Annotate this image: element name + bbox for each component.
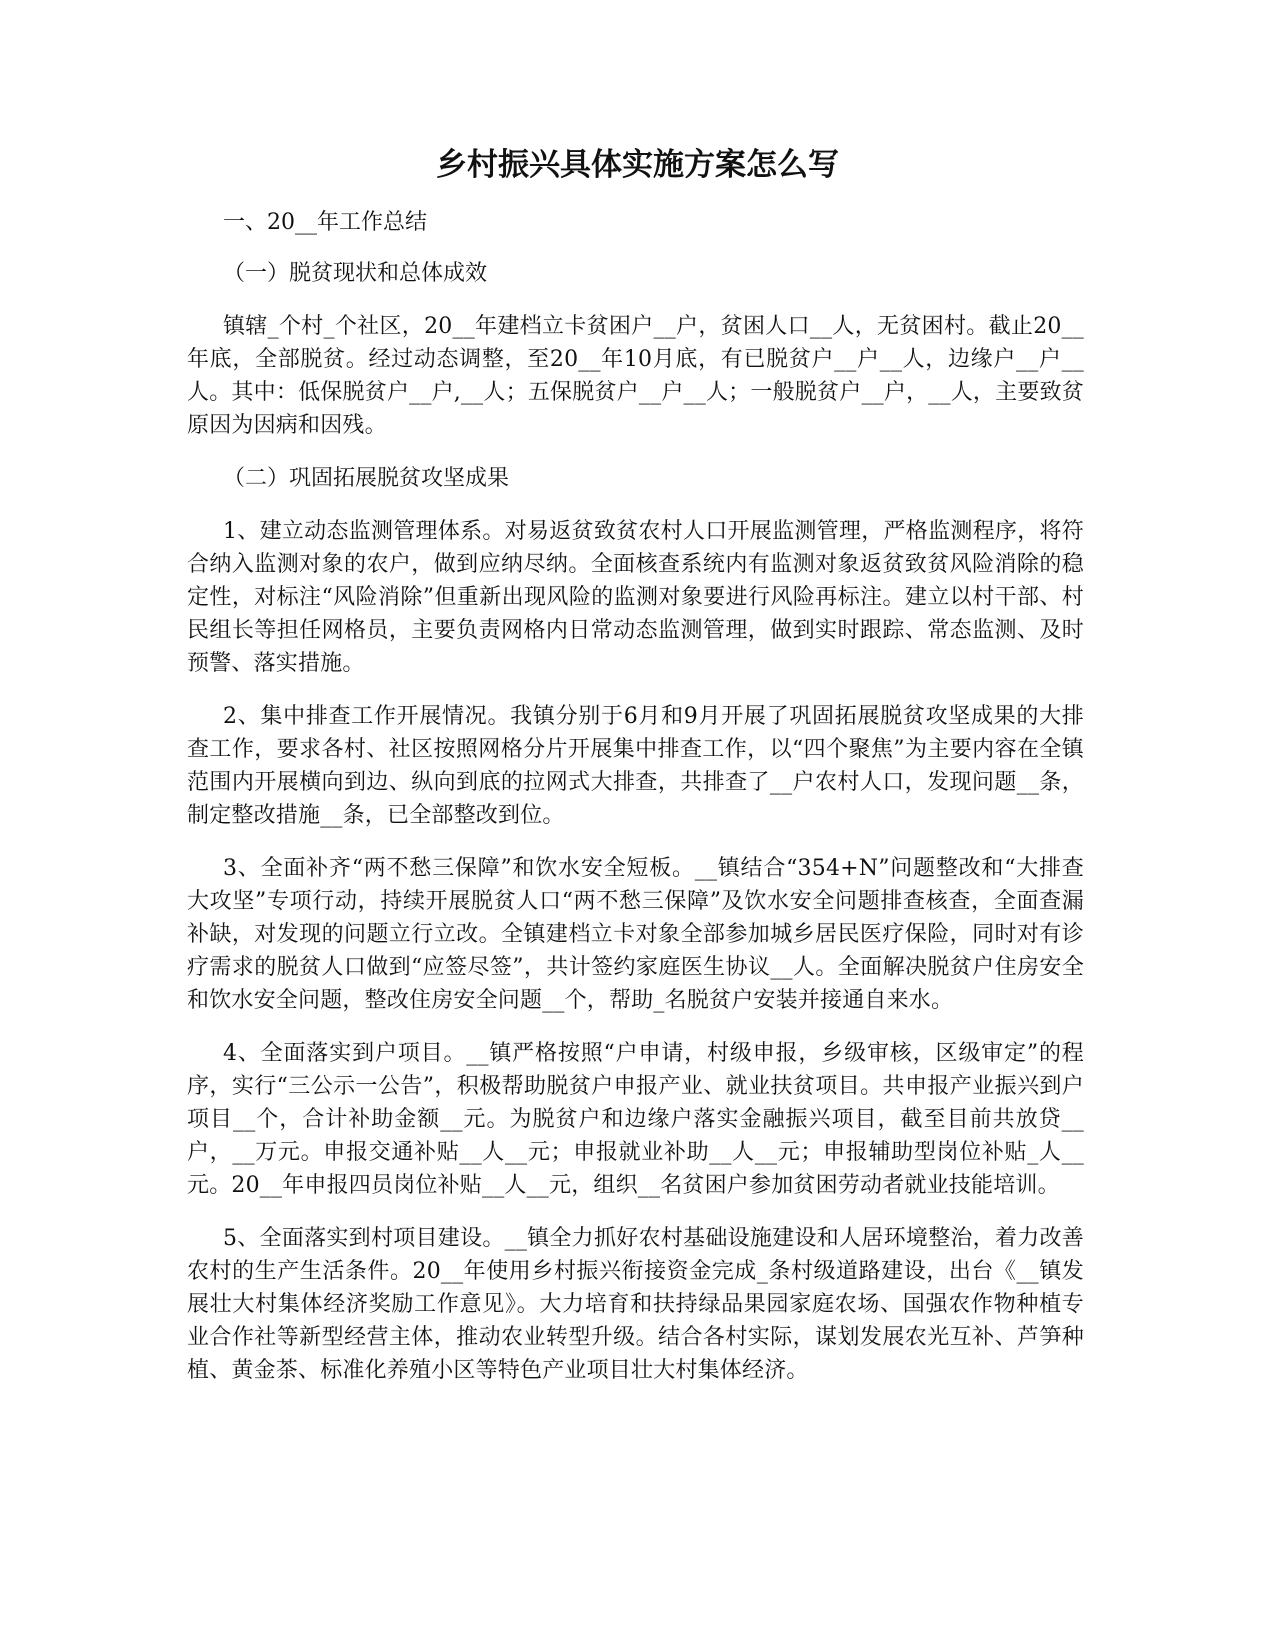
section-heading-work-summary: 一、20__年工作总结 [223,210,427,235]
subsection-heading-poverty-status: （一）脱贫现状和总体成效 [223,261,488,286]
paragraph-poverty-status: 镇辖_个村_个社区，20__年建档立卡贫困户__户，贫困人口__人，无贫困村。截止20__年底，全部脱贫。经过动态调整，至20__年10月底，有已脱贫户__户__人，边缘户__户__人。其中：低保脱贫户__户,__人；五保脱贫户__户__人；一般脱贫户__户，__人，主要致贫原因为因病和因残。 [187,314,1084,438]
paragraph-item-1-monitoring: 1、建立动态监测管理体系。对易返贫致贫农村人口开展监测管理，严格监测程序，将符合纳入监测对象的农户，做到应纳尽纳。全面核查系统内有监测对象返贫致贫风险消除的稳定性，对标注“风险消除”但重新出现风险的监测对象要进行风险再标注。建立以村干部、村民组长等担任网格员，主要负责网格内日常动态监测管理，做到实时跟踪、常态监测、及时预警、落实措施。 [187,519,1084,676]
paragraph-item-3-guarantees: 3、全面补齐“两不愁三保障”和饮水安全短板。__镇结合“354+N”问题整改和“大排查大攻坚”专项行动，持续开展脱贫人口“两不愁三保障”及饮水安全问题排查核查，全面查漏补缺，对发现的问题立行立改。全镇建档立卡对象全部参加城乡居民医疗保险，同时对有诊疗需求的脱贫人口做到“应签尽签”，共计签约家庭医生协议__人。全面解决脱贫户住房安全和饮水安全问题，整改住房安全问题__个，帮助_名脱贫户安装并接通自来水。 [187,856,1084,1013]
document-title: 乡村振兴具体实施方案怎么写 [436,147,839,183]
paragraph-item-4-household-projects: 4、全面落实到户项目。__镇严格按照“户申请，村级申报，乡级审核，区级审定”的程序，实行“三公示一公告”，积极帮助脱贫户申报产业、就业扶贫项目。共申报产业振兴到户项目__个，合计补助金额__元。为脱贫户和边缘户落实金融振兴项目，截至目前共放贷__户，__万元。申报交通补贴__人__元；申报就业补助__人__元；申报辅助型岗位补贴_人__元。20__年申报四员岗位补贴__人__元，组织__名贫困户参加贫困劳动者就业技能培训。 [187,1041,1084,1198]
paragraph-item-2-investigation: 2、集中排查工作开展情况。我镇分别于6月和9月开展了巩固拓展脱贫攻坚成果的大排查工作，要求各村、社区按照网格分片开展集中排查工作，以“四个聚焦”为主要内容在全镇范围内开展横向到边、纵向到底的拉网式大排查，共排查了__户农村人口，发现问题__条，制定整改措施__条，已全部整改到位。 [187,704,1084,828]
subsection-heading-consolidation: （二）巩固拓展脱贫攻坚成果 [223,466,510,491]
paragraph-item-5-village-projects: 5、全面落实到村项目建设。__镇全力抓好农村基础设施建设和人居环境整治，着力改善农村的生产生活条件。20__年使用乡村振兴衔接资金完成_条村级道路建设，出台《__镇发展壮大村集体经济奖励工作意见》。大力培育和扶持绿品果园家庭农场、国强农作物种植专业合作社等新型经营主体，推动农业转型升级。结合各村实际，谋划发展农光互补、芦笋种植、黄金茶、标准化养殖小区等特色产业项目壮大村集体经济。 [187,1226,1084,1383]
document-body [187,206,1084,1407]
